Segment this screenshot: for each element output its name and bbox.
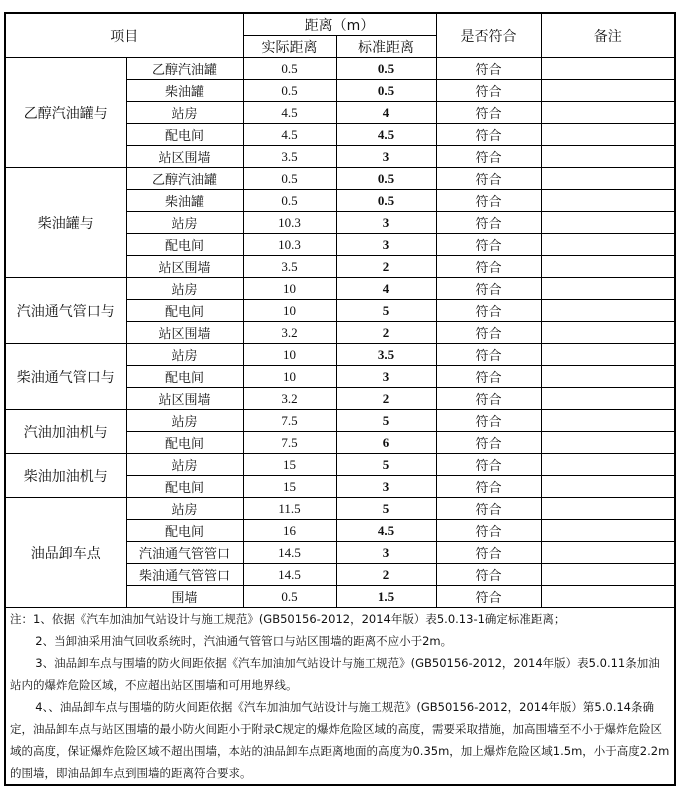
actual-distance-cell: 14.5	[243, 564, 336, 586]
standard-distance-cell: 3	[336, 366, 436, 388]
group-name: 柴油罐与	[5, 168, 126, 278]
group-name: 油品卸车点	[5, 498, 126, 608]
compliance-cell: 符合	[436, 322, 541, 344]
actual-distance-cell: 7.5	[243, 432, 336, 454]
remark-cell	[541, 80, 675, 102]
standard-distance-cell: 2	[336, 256, 436, 278]
actual-distance-cell: 0.5	[243, 190, 336, 212]
target-cell: 配电间	[126, 234, 243, 256]
target-cell: 站房	[126, 212, 243, 234]
compliance-cell: 符合	[436, 344, 541, 366]
remark-cell	[541, 432, 675, 454]
compliance-cell: 符合	[436, 520, 541, 542]
actual-distance-cell: 11.5	[243, 498, 336, 520]
actual-distance-cell: 3.5	[243, 146, 336, 168]
compliance-cell: 符合	[436, 256, 541, 278]
compliance-cell: 符合	[436, 476, 541, 498]
target-cell: 围墙	[126, 586, 243, 608]
actual-distance-cell: 10	[243, 278, 336, 300]
compliance-cell: 符合	[436, 234, 541, 256]
standard-distance-cell: 0.5	[336, 58, 436, 80]
standard-distance-cell: 2	[336, 388, 436, 410]
header-distance: 距离（m）	[243, 13, 436, 36]
standard-distance-cell: 3	[336, 234, 436, 256]
standard-distance-cell: 3	[336, 542, 436, 564]
remark-cell	[541, 300, 675, 322]
target-cell: 站房	[126, 278, 243, 300]
standard-distance-cell: 5	[336, 410, 436, 432]
group-name: 汽油加油机与	[5, 410, 126, 454]
actual-distance-cell: 0.5	[243, 586, 336, 608]
target-cell: 站区围墙	[126, 256, 243, 278]
remark-cell	[541, 388, 675, 410]
actual-distance-cell: 10	[243, 344, 336, 366]
compliance-cell: 符合	[436, 366, 541, 388]
remark-cell	[541, 322, 675, 344]
remark-cell	[541, 498, 675, 520]
actual-distance-cell: 0.5	[243, 80, 336, 102]
group-name: 汽油通气管口与	[5, 278, 126, 344]
compliance-cell: 符合	[436, 80, 541, 102]
header-compliant: 是否符合	[436, 13, 541, 58]
remark-cell	[541, 542, 675, 564]
target-cell: 站区围墙	[126, 388, 243, 410]
remark-cell	[541, 256, 675, 278]
remark-cell	[541, 102, 675, 124]
header-actual: 实际距离	[243, 36, 336, 58]
header-item: 项目	[5, 13, 243, 58]
actual-distance-cell: 3.2	[243, 388, 336, 410]
target-cell: 站房	[126, 344, 243, 366]
standard-distance-cell: 2	[336, 564, 436, 586]
actual-distance-cell: 0.5	[243, 168, 336, 190]
actual-distance-cell: 10.3	[243, 212, 336, 234]
compliance-cell: 符合	[436, 300, 541, 322]
compliance-cell: 符合	[436, 190, 541, 212]
remark-cell	[541, 124, 675, 146]
target-cell: 柴油罐	[126, 190, 243, 212]
table-row	[5, 344, 675, 366]
remark-cell	[541, 146, 675, 168]
target-cell: 配电间	[126, 520, 243, 542]
target-cell: 配电间	[126, 124, 243, 146]
actual-distance-cell: 14.5	[243, 542, 336, 564]
note-3: 3、油品卸车点与围墙的防火间距依据《汽车加油加气站设计与施工规范》(GB50156-2012，2014年版）表5.0.11条加油站内的爆炸危险区域，不应超出站区围墙和可用地界线。	[10, 656, 660, 692]
compliance-cell: 符合	[436, 168, 541, 190]
standard-distance-cell: 5	[336, 300, 436, 322]
remark-cell	[541, 476, 675, 498]
actual-distance-cell: 16	[243, 520, 336, 542]
actual-distance-cell: 3.5	[243, 256, 336, 278]
compliance-cell: 符合	[436, 542, 541, 564]
target-cell: 站房	[126, 498, 243, 520]
target-cell: 配电间	[126, 476, 243, 498]
target-cell: 柴油通气管管口	[126, 564, 243, 586]
remark-cell	[541, 344, 675, 366]
standard-distance-cell: 1.5	[336, 586, 436, 608]
target-cell: 乙醇汽油罐	[126, 58, 243, 80]
compliance-cell: 符合	[436, 388, 541, 410]
table-row	[5, 168, 675, 190]
group-name: 柴油加油机与	[5, 454, 126, 498]
actual-distance-cell: 0.5	[243, 58, 336, 80]
standard-distance-cell: 0.5	[336, 190, 436, 212]
remark-cell	[541, 168, 675, 190]
remark-cell	[541, 520, 675, 542]
compliance-cell: 符合	[436, 586, 541, 608]
standard-distance-cell: 3	[336, 476, 436, 498]
notes	[5, 608, 675, 786]
target-cell: 站区围墙	[126, 322, 243, 344]
header-remark: 备注	[541, 13, 675, 58]
group-name: 乙醇汽油罐与	[5, 58, 126, 168]
actual-distance-cell: 10	[243, 366, 336, 388]
standard-distance-cell: 5	[336, 498, 436, 520]
target-cell: 站房	[126, 410, 243, 432]
target-cell: 汽油通气管管口	[126, 542, 243, 564]
group-name: 柴油通气管口与	[5, 344, 126, 410]
distance-table	[4, 12, 676, 786]
standard-distance-cell: 0.5	[336, 168, 436, 190]
target-cell: 配电间	[126, 432, 243, 454]
target-cell: 乙醇汽油罐	[126, 168, 243, 190]
actual-distance-cell: 3.2	[243, 322, 336, 344]
note-4: 4、、油品卸车点与围墙的防火间距依据《汽车加油加气站设计与施工规范》(GB50156-2012，2014年版）第5.0.14条确定，油品卸车点与站区围墙的最小防火间距小于附录C规定的爆炸危险区域的高度，需要采取措施，加高围墙至不小于爆炸危险区域的高度，保证爆炸危险区域不超出围墙，本站的油品卸车点距离地面的高度为0.35m，加上爆炸危险区域1.5m，小于高度2.2m的围墙，即油品卸车点到围墙的距离符合要求。	[10, 700, 670, 780]
table-row	[5, 498, 675, 520]
remark-cell	[541, 212, 675, 234]
compliance-cell: 符合	[436, 58, 541, 80]
remark-cell	[541, 366, 675, 388]
target-cell: 站房	[126, 102, 243, 124]
compliance-cell: 符合	[436, 432, 541, 454]
compliance-cell: 符合	[436, 102, 541, 124]
actual-distance-cell: 15	[243, 454, 336, 476]
standard-distance-cell: 3	[336, 212, 436, 234]
actual-distance-cell: 15	[243, 476, 336, 498]
remark-cell	[541, 278, 675, 300]
target-cell: 站区围墙	[126, 146, 243, 168]
remark-cell	[541, 564, 675, 586]
remark-cell	[541, 410, 675, 432]
target-cell: 站房	[126, 454, 243, 476]
actual-distance-cell: 7.5	[243, 410, 336, 432]
target-cell: 配电间	[126, 300, 243, 322]
compliance-cell: 符合	[436, 410, 541, 432]
remark-cell	[541, 234, 675, 256]
standard-distance-cell: 3.5	[336, 344, 436, 366]
standard-distance-cell: 4	[336, 278, 436, 300]
actual-distance-cell: 10.3	[243, 234, 336, 256]
compliance-cell: 符合	[436, 278, 541, 300]
remark-cell	[541, 586, 675, 608]
remark-cell	[541, 190, 675, 212]
compliance-cell: 符合	[436, 564, 541, 586]
standard-distance-cell: 6	[336, 432, 436, 454]
compliance-cell: 符合	[436, 454, 541, 476]
compliance-cell: 符合	[436, 212, 541, 234]
note-2: 2、当卸油采用油气回收系统时，汽油通气管管口与站区围墙的距离不应小于2m。	[35, 634, 453, 648]
compliance-cell: 符合	[436, 498, 541, 520]
actual-distance-cell: 10	[243, 300, 336, 322]
actual-distance-cell: 4.5	[243, 124, 336, 146]
target-cell: 配电间	[126, 366, 243, 388]
remark-cell	[541, 58, 675, 80]
target-cell: 柴油罐	[126, 80, 243, 102]
standard-distance-cell: 5	[336, 454, 436, 476]
header-standard: 标准距离	[336, 36, 436, 58]
compliance-cell: 符合	[436, 124, 541, 146]
table-row	[5, 278, 675, 300]
table-row	[5, 454, 675, 476]
actual-distance-cell: 4.5	[243, 102, 336, 124]
standard-distance-cell: 3	[336, 146, 436, 168]
compliance-cell: 符合	[436, 146, 541, 168]
table-row	[5, 58, 675, 80]
standard-distance-cell: 4.5	[336, 124, 436, 146]
standard-distance-cell: 2	[336, 322, 436, 344]
standard-distance-cell: 4.5	[336, 520, 436, 542]
note-1: 注：1、依据《汽车加油加气站设计与施工规范》(GB50156-2012，2014年版）表5.0.13-1确定标准距离；	[10, 612, 566, 626]
table-row	[5, 410, 675, 432]
standard-distance-cell: 0.5	[336, 80, 436, 102]
remark-cell	[541, 454, 675, 476]
standard-distance-cell: 4	[336, 102, 436, 124]
